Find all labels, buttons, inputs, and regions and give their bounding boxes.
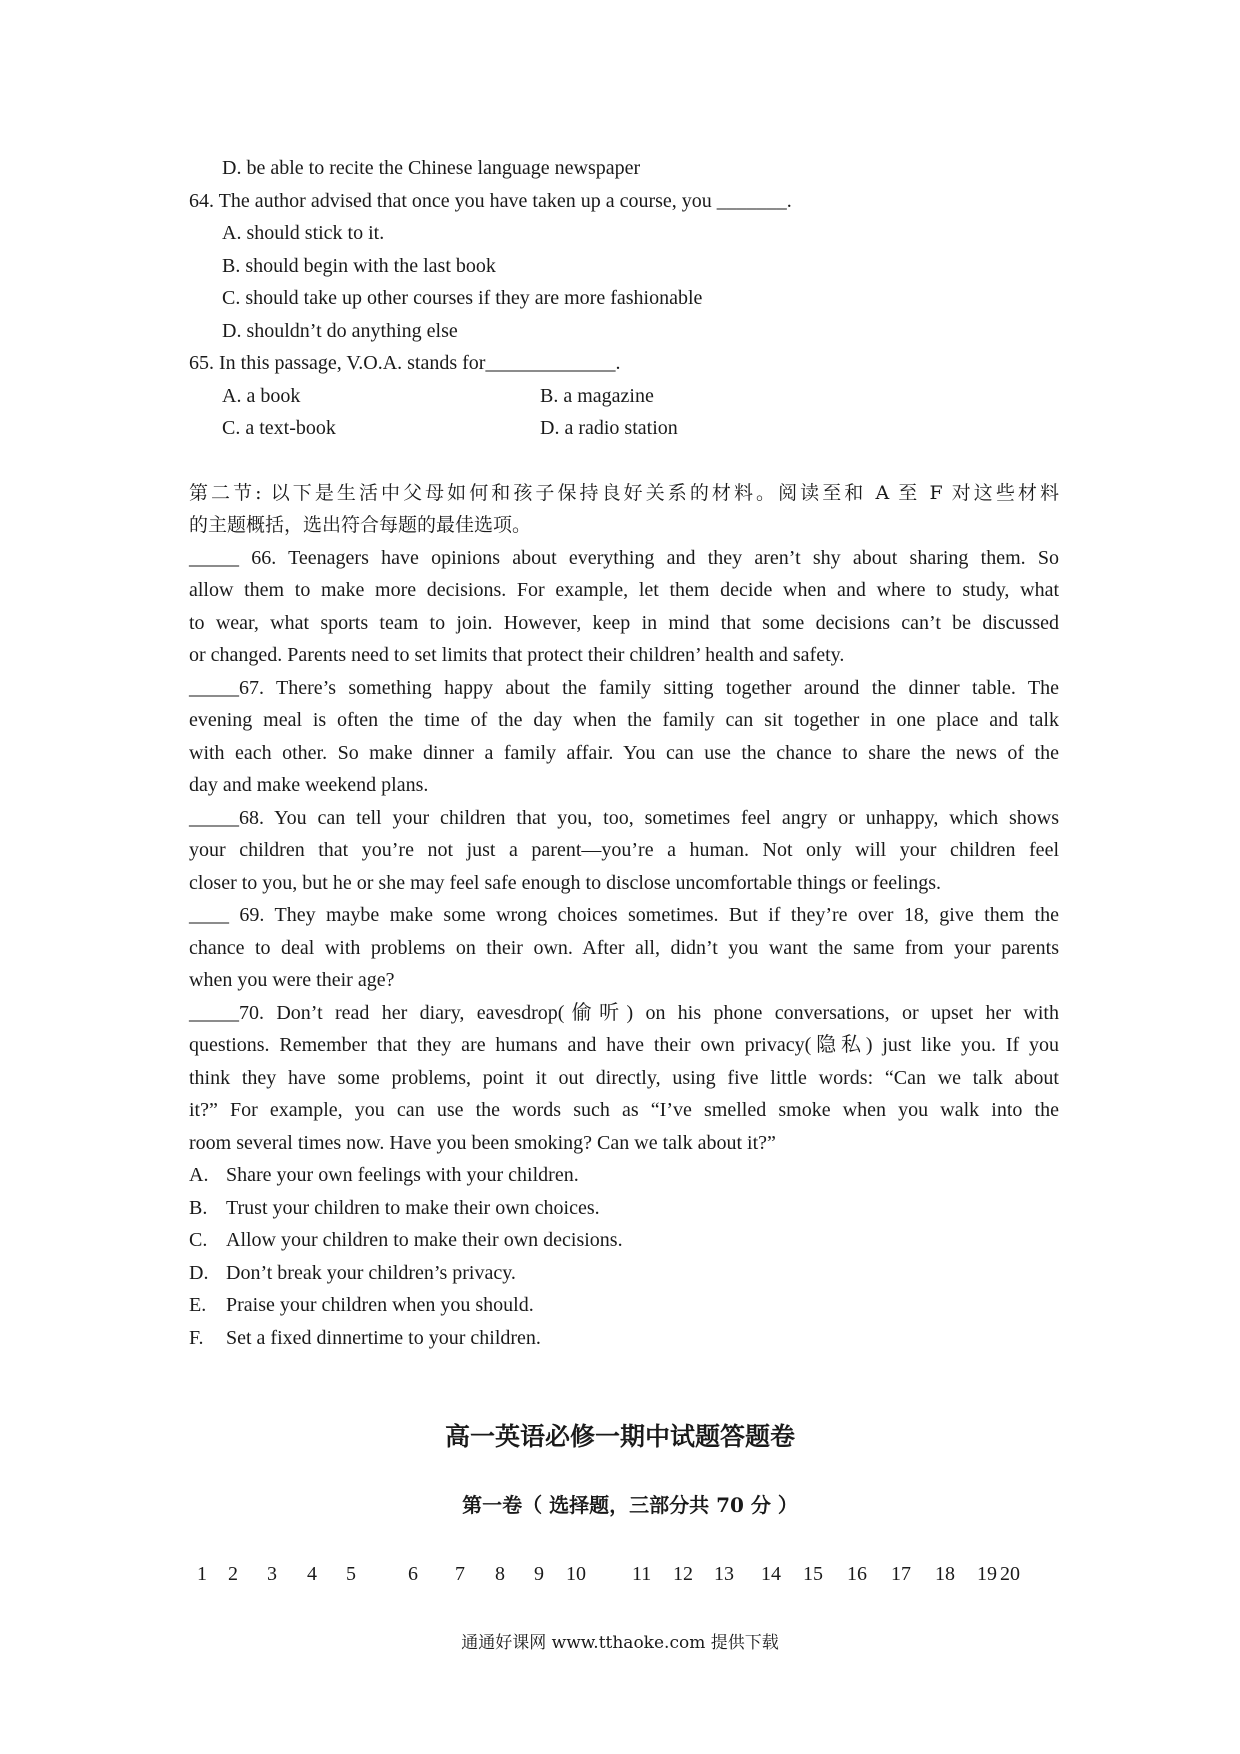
passage-68-line: your children that you’re not just a parent—you’re a human. Not only will your children feel	[189, 839, 1059, 861]
answer-number: 8	[495, 1563, 505, 1585]
q65-option-b: B. a magazine	[540, 385, 654, 407]
passage-70-line: think they have some problems, point it out directly, using five little words: “Can we talk about	[189, 1067, 1059, 1089]
passage-68-line: _____68. You can tell your children that you, too, sometimes feel angry or unhappy, which shows	[189, 807, 1059, 829]
passage-69-line: ____ 69. They maybe make some wrong choices sometimes. But if they’re over 18, give them the	[189, 904, 1059, 926]
choice-c	[189, 1228, 623, 1252]
answer-number: 2	[228, 1563, 238, 1585]
answer-number: 16	[847, 1563, 867, 1585]
passage-66-line: to wear, what sports team to join. However, keep in mind that some decisions can’t be discussed	[189, 612, 1059, 634]
choice-text: Share your own feelings with your children.	[226, 1164, 579, 1186]
q63-option-d: D. be able to recite the Chinese language newspaper	[222, 157, 641, 179]
passage-70-line: it?” For example, you can use the words such as “I’ve smelled smoke when you walk into the	[189, 1099, 1059, 1121]
passage-70-line: _____70. Don’t read her diary, eavesdrop(偷听) on his phone conversations, or upset her with	[189, 1002, 1059, 1024]
choice-f	[189, 1326, 541, 1350]
answer-number: 3	[267, 1563, 277, 1585]
answer-number: 19	[977, 1563, 997, 1585]
q64-stem: 64. The author advised that once you have taken up a course, you _______.	[189, 190, 792, 212]
passage-70-line: questions. Remember that they are humans and have their own privacy(隐私) just like you. If you	[189, 1034, 1059, 1056]
q65-option-c: C. a text-book	[222, 417, 336, 439]
choice-letter: F.	[189, 1327, 204, 1349]
answer-number: 9	[534, 1563, 544, 1585]
q64-option-d: D. shouldn’t do anything else	[222, 320, 458, 342]
footer-source: 通通好课网 www.tthaoke.com 提供下载	[461, 1633, 779, 1653]
passage-66-line: or changed. Parents need to set limits that protect their children’ health and safety.	[189, 644, 845, 666]
answer-number: 18	[935, 1563, 955, 1585]
answer-number: 12	[673, 1563, 693, 1585]
answer-number: 10	[566, 1563, 586, 1585]
choice-text: Praise your children when you should.	[226, 1294, 534, 1316]
answer-number: 4	[307, 1563, 317, 1585]
section2-intro-line1: 第二节: 以下是生活中父母如何和孩子保持良好关系的材料。阅读至和 A 至 F 对这些材料	[189, 482, 1059, 504]
passage-69-line: when you were their age?	[189, 969, 395, 991]
answer-number: 1	[197, 1563, 207, 1585]
passage-70-line: room several times now. Have you been smoking? Can we talk about it?”	[189, 1132, 776, 1154]
answer-number: 11	[632, 1563, 652, 1585]
answer-number: 5	[346, 1563, 356, 1585]
choice-letter: B.	[189, 1197, 208, 1219]
q65-option-d: D. a radio station	[540, 417, 678, 439]
answer-number: 13	[714, 1563, 734, 1585]
section2-intro-line2: 的主题概括，选出符合每题的最佳选项。	[189, 514, 532, 536]
choice-text: Trust your children to make their own choices.	[226, 1197, 600, 1219]
choice-letter: E.	[189, 1294, 207, 1316]
choice-a	[189, 1163, 579, 1187]
passage-69-line: chance to deal with problems on their own. After all, didn’t you want the same from your parents	[189, 937, 1059, 959]
answer-sheet-title: 高一英语必修一期中试题答题卷	[444, 1422, 795, 1451]
passage-67-line: with each other. So make dinner a family affair. You can use the chance to share the news of the	[189, 742, 1059, 764]
passage-66-line: allow them to make more decisions. For example, let them decide when and where to study, what	[189, 579, 1059, 601]
choice-letter: D.	[189, 1262, 209, 1284]
answer-number: 20	[1000, 1563, 1020, 1585]
q64-option-b: B. should begin with the last book	[222, 255, 496, 277]
choice-b	[189, 1196, 600, 1220]
passage-67-line: _____67. There’s something happy about the family sitting together around the dinner table. The	[189, 677, 1059, 699]
choice-letter: A.	[189, 1164, 209, 1186]
q64-option-a: A. should stick to it.	[222, 222, 385, 244]
passage-68-line: closer to you, but he or she may feel safe enough to disclose uncomfortable things or feelings.	[189, 872, 942, 894]
answer-sheet-subtitle: 第一卷（ 选择题，三部分共 70 分 ）	[462, 1493, 798, 1517]
answer-number: 6	[408, 1563, 418, 1585]
passage-66-line: _____ 66. Teenagers have opinions about everything and they aren’t shy about sharing them. So	[189, 547, 1059, 569]
choice-letter: C.	[189, 1229, 208, 1251]
choice-text: Don’t break your children’s privacy.	[226, 1262, 516, 1284]
choice-text: Set a fixed dinnertime to your children.	[226, 1327, 541, 1349]
answer-number: 15	[803, 1563, 823, 1585]
choice-d	[189, 1261, 516, 1285]
q64-option-c: C. should take up other courses if they are more fashionable	[222, 287, 703, 309]
q65-option-a: A. a book	[222, 385, 301, 407]
choice-e	[189, 1293, 534, 1317]
passage-67-line: evening meal is often the time of the day when the family can sit together in one place and talk	[189, 709, 1059, 731]
choice-text: Allow your children to make their own decisions.	[226, 1229, 623, 1251]
answer-number: 7	[455, 1563, 465, 1585]
answer-number: 14	[761, 1563, 781, 1585]
q65-stem: 65. In this passage, V.O.A. stands for_____________.	[189, 352, 621, 374]
answer-number: 17	[891, 1563, 911, 1585]
passage-67-line: day and make weekend plans.	[189, 774, 429, 796]
